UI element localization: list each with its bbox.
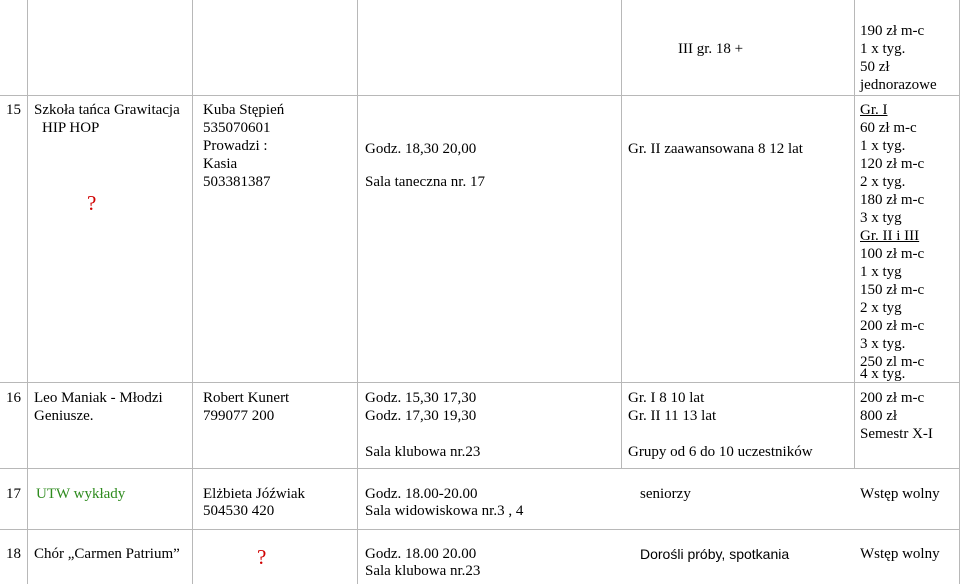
row-number: 17 [6,486,21,502]
group-cell: seniorzy [640,486,691,502]
row-number: 16 [6,390,21,406]
row-divider [0,382,960,383]
price-cell: Wstęp wolny [860,546,940,562]
group-cell: III gr. 18 + [678,41,744,57]
group-cell: Dorośli próby, spotkania [640,546,790,562]
question-mark: ? [257,545,267,569]
group-cell: Gr. II zaawansowana 8 12 lat [628,141,803,157]
column-divider [192,0,193,584]
row-divider [0,529,960,530]
row-divider [0,468,960,469]
activity-name-cell: UTW wykłady [36,486,126,502]
row-number: 18 [6,546,21,562]
activity-name-cell: Chór „Carmen Patrium” [34,546,180,562]
price-cell: Wstęp wolny [860,486,940,502]
column-divider [854,0,855,468]
column-divider [27,0,28,584]
question-mark: ? [87,191,97,215]
column-divider [621,0,622,468]
row-divider [0,95,960,96]
column-divider [357,0,358,584]
row-number: 15 [6,102,21,118]
